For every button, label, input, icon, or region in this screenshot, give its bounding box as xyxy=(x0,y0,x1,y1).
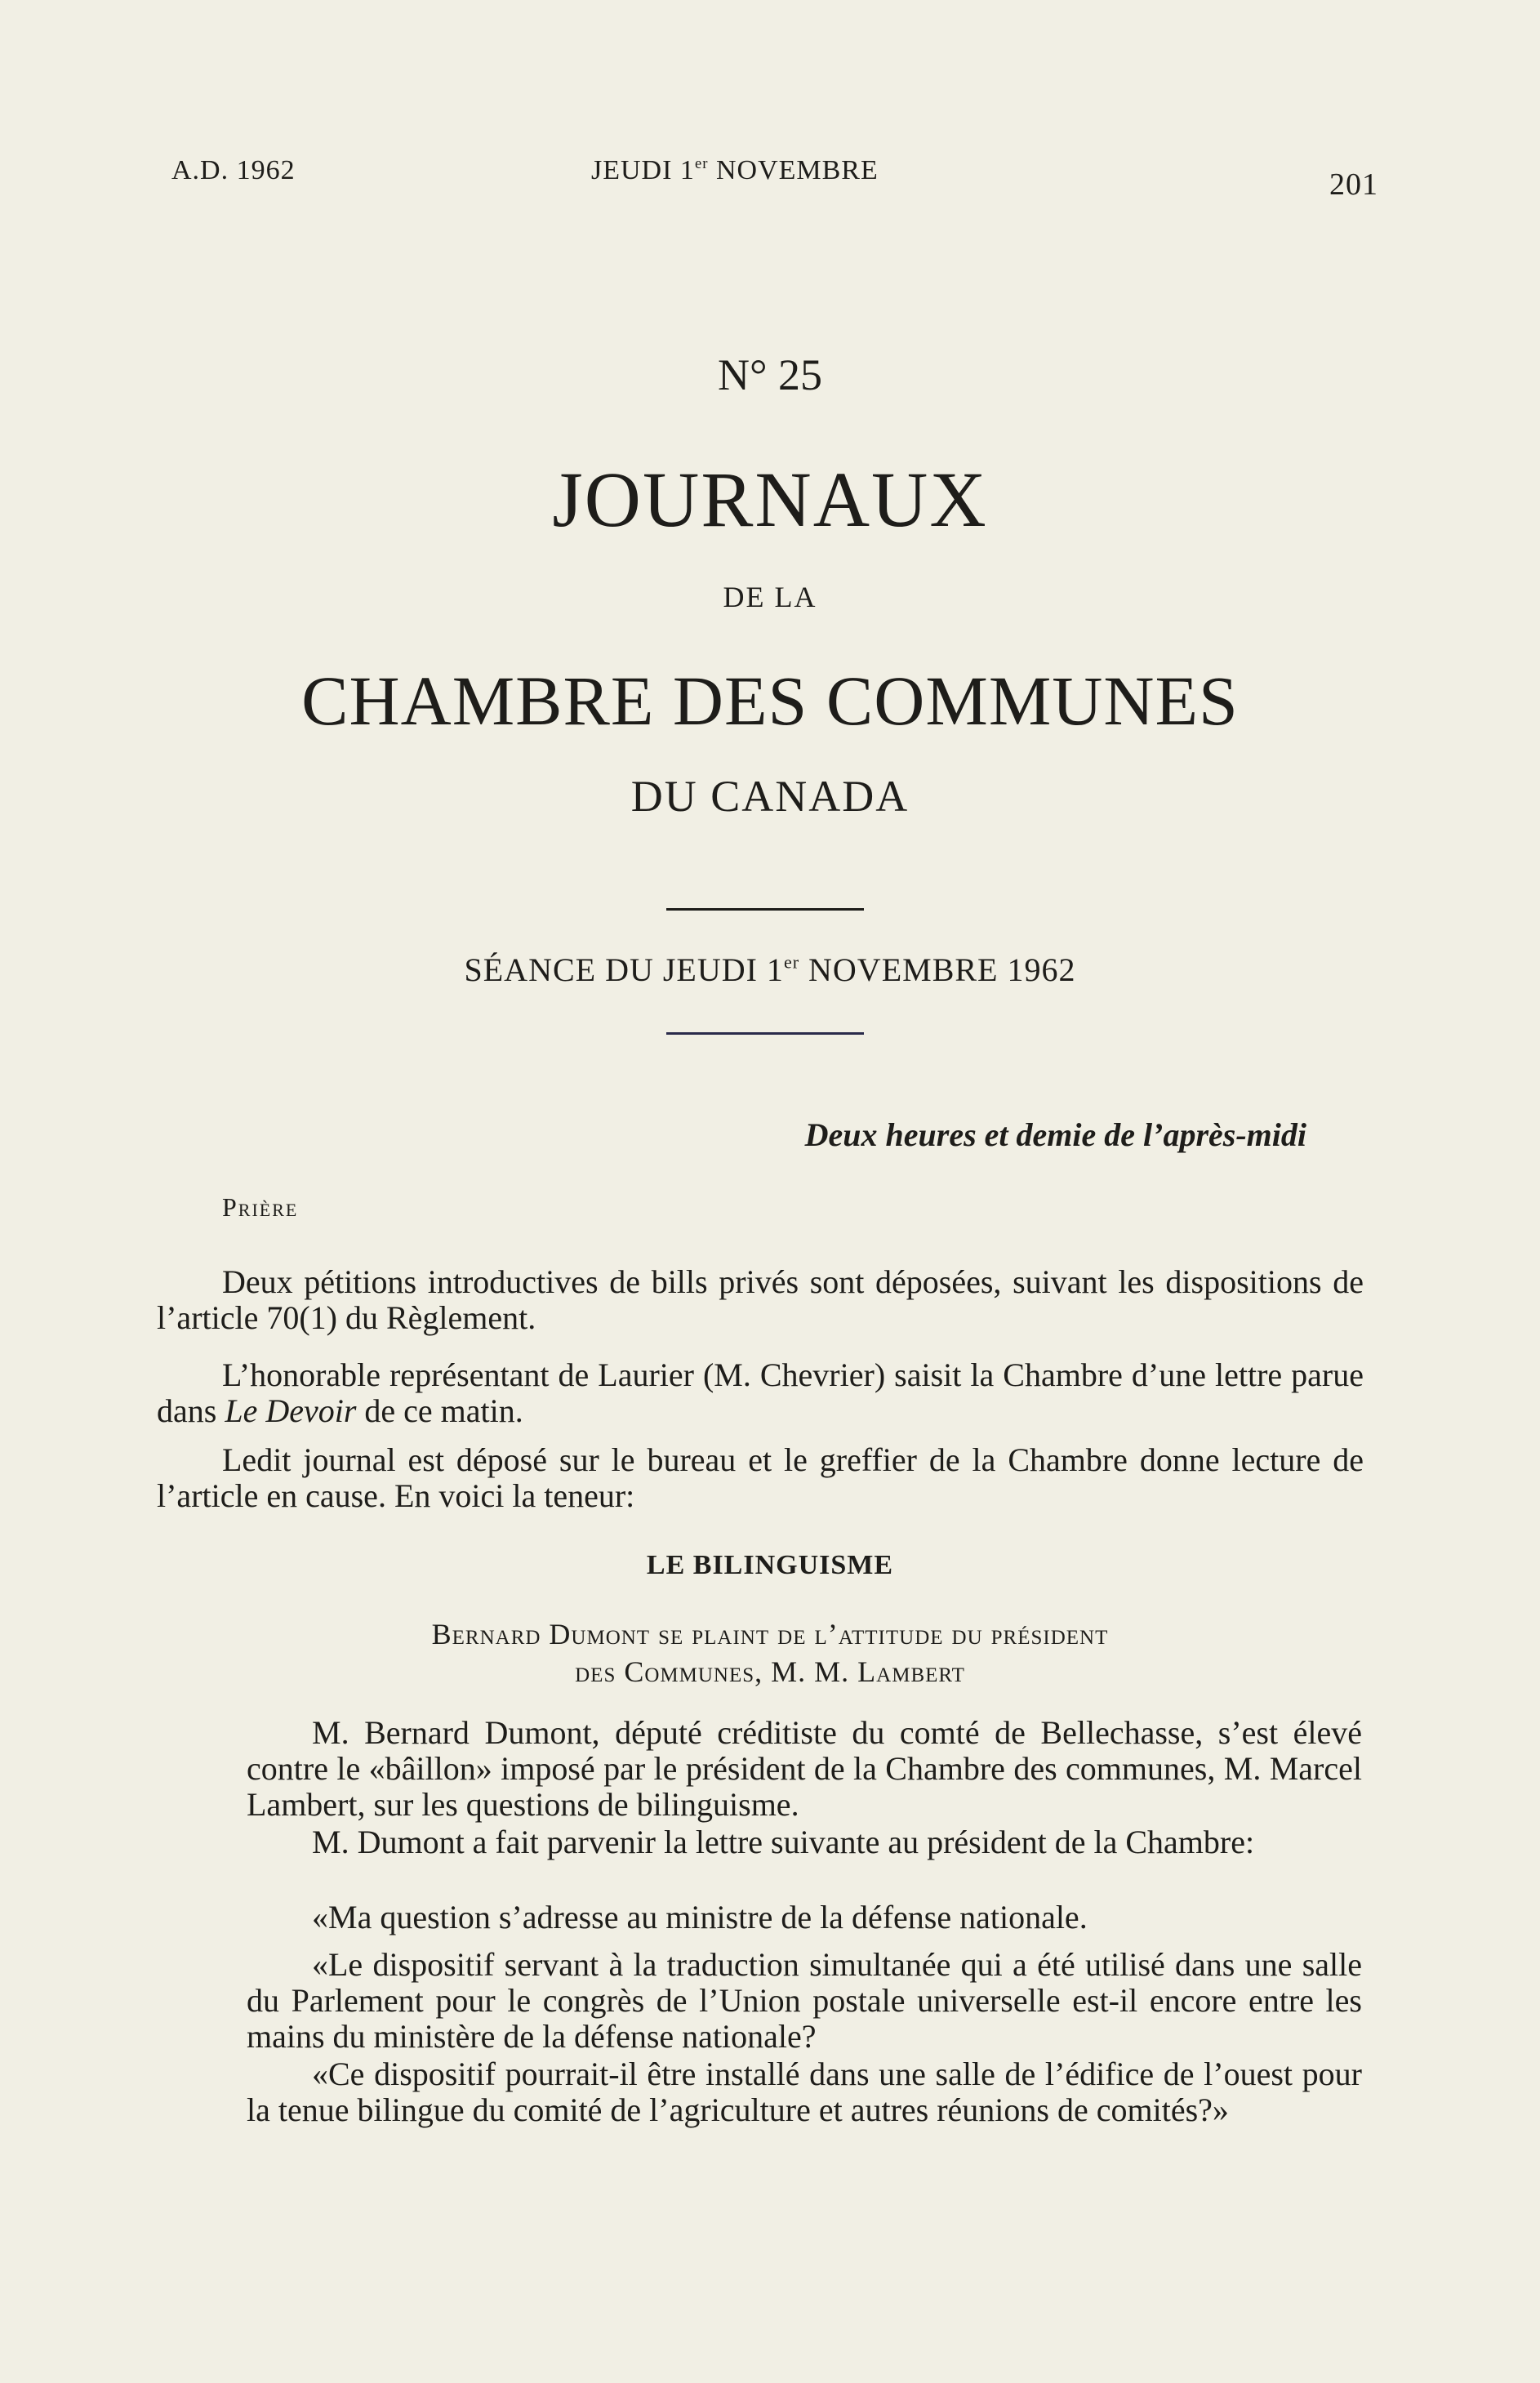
header-date-day: JEUDI 1 xyxy=(591,155,695,186)
article-paragraph-4: «Le dispositif servant à la traduction simultanée qui a été utilisé dans une salle du Parlement pour le congrès de l’Union postale universelle est-il encore entre les mains du ministère de la défense nationale? xyxy=(247,1946,1362,2055)
article-paragraph-1: M. Bernard Dumont, député créditiste du comté de Bellechasse, s’est élevé contre le «bâillon» imposé par le président de la Chambre des communes, M. Marcel Lambert, sur les questions de bilinguisme. xyxy=(247,1714,1362,1823)
title-de-la: DE LA xyxy=(723,581,817,613)
p2-pre: L’honorable représentant de Laurier (M. Chevrier) saisit la Chambre d’une lettre parue dans xyxy=(157,1356,1364,1429)
article-title: LE BILINGUISME xyxy=(646,1550,894,1580)
issue-number: N° 25 xyxy=(717,350,823,399)
title-chambre: CHAMBRE DES COMMUNES xyxy=(301,661,1239,740)
header-date-month: NOVEMBRE xyxy=(708,155,879,186)
priere-heading xyxy=(222,1192,298,1223)
seance-heading xyxy=(0,951,1540,989)
article-paragraph-3: «Ma question s’adresse au ministre de la défense nationale. xyxy=(312,1899,1088,1935)
title-journaux: JOURNAUX xyxy=(552,456,988,543)
divider-top xyxy=(666,908,864,911)
seance-sup: er xyxy=(783,951,800,973)
divider-bottom xyxy=(666,1032,864,1035)
article-paragraph-2: M. Dumont a fait parvenir la lettre suivante au président de la Chambre: xyxy=(312,1824,1255,1860)
running-header-date xyxy=(591,155,879,186)
subhead-line-1: Bernard Dumont se plaint de l’attitude du président xyxy=(431,1618,1109,1650)
article-paragraph-5: «Ce dispositif pourrait-il être installé dans une salle de l’édifice de l’ouest pour la tenue bilingue du comité de l’agriculture et autres réunions de comités?» xyxy=(247,2056,1362,2128)
seance-month-year: NOVEMBRE 1962 xyxy=(799,951,1076,988)
paragraph-laurier xyxy=(157,1357,1364,1429)
header-date-sup: er xyxy=(694,155,709,172)
article-subhead xyxy=(245,1615,1295,1690)
session-time: Deux heures et demie de l’après-midi xyxy=(804,1116,1306,1153)
page-number: 201 xyxy=(1329,167,1378,202)
seance-day: SÉANCE DU JEUDI 1 xyxy=(464,951,784,988)
priere-label: Prière xyxy=(222,1192,299,1222)
paragraph-petitions: Deux pétitions introductives de bills privés sont déposées, suivant les dispositions de l’article 70(1) du Règlement. xyxy=(157,1263,1364,1336)
subhead-line-2: des Communes, M. M. Lambert xyxy=(575,1655,965,1688)
running-header-year: A.D. 1962 xyxy=(171,155,296,185)
p2-post: de ce matin. xyxy=(356,1392,523,1429)
paragraph-journal: Ledit journal est déposé sur le bureau et le greffier de la Chambre donne lecture de l’article en cause. En voici la teneur: xyxy=(157,1441,1364,1514)
title-canada: DU CANADA xyxy=(630,772,910,821)
p2-newspaper: Le Devoir xyxy=(225,1392,357,1429)
